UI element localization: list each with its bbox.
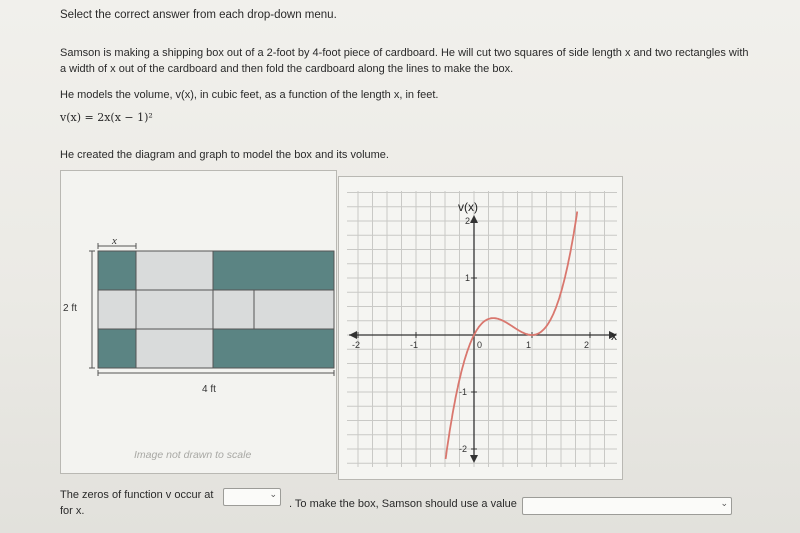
volume-equation: v(x) = 2x(x − 1)²	[60, 111, 153, 124]
y-tick-label: 1	[465, 273, 471, 283]
volume-graph-svg	[339, 177, 624, 481]
x-axis-label: x	[611, 329, 617, 343]
x-tick-label: 2	[584, 340, 590, 350]
bottom-end-panel	[136, 329, 213, 368]
x-tick-label: 1	[526, 340, 532, 350]
instruction-text: Select the correct answer from each drop-down menu.	[60, 9, 337, 21]
lid-panel	[254, 290, 334, 329]
scale-note: Image not drawn to scale	[134, 449, 252, 461]
x-dimension-label: x	[112, 235, 117, 247]
answer-1-text-end: for x.	[60, 505, 85, 517]
y-tick-label: -1	[459, 387, 468, 397]
height-dimension-label: 2 ft	[63, 303, 77, 314]
answer-2-text: . To make the box, Samson should use a value	[289, 498, 517, 510]
cut-rectangle-bottom	[213, 329, 334, 368]
problem-line-1: Samson is making a shipping box out of a 2-foot by 4-foot piece of cardboard. He will cut two squares of side length x and two rectangles with	[60, 47, 749, 59]
width-dimension-label: 4 ft	[202, 384, 216, 395]
x-tick-label: 0	[477, 340, 483, 350]
x-axis-arrow-left	[349, 331, 357, 339]
side-flap-left	[98, 290, 136, 329]
x-tick-label: -1	[410, 340, 419, 350]
y-tick-label: -2	[459, 444, 468, 454]
volume-graph	[338, 176, 623, 480]
y-tick-label: 2	[465, 216, 471, 226]
y-axis-arrow-up	[470, 215, 478, 223]
box-bottom-panel	[136, 290, 213, 329]
top-end-panel	[136, 251, 213, 290]
model-text: He models the volume, v(x), in cubic feet, as a function of the length x, in feet.	[60, 89, 439, 101]
x-tick-label: -2	[352, 340, 361, 350]
end-flap-middle	[213, 290, 254, 329]
cut-rectangle-top	[213, 251, 334, 290]
problem-line-2: a width of x out of the cardboard and then fold the cardboard along the lines to make the box.	[60, 63, 514, 75]
corner-square-bottom-left	[98, 329, 136, 368]
chevron-down-icon: ⌄	[269, 490, 277, 500]
chevron-down-icon: ⌄	[720, 499, 728, 509]
value-dropdown[interactable]	[522, 497, 732, 515]
box-diagram-svg	[61, 171, 338, 475]
box-diagram	[60, 170, 337, 474]
corner-square-top-left	[98, 251, 136, 290]
zeros-dropdown[interactable]	[223, 488, 281, 506]
diagram-intro-text: He created the diagram and graph to model the box and its volume.	[60, 149, 389, 161]
y-axis-arrow-down	[470, 455, 478, 463]
answer-1-text: The zeros of function v occur at	[60, 489, 214, 501]
y-axis-label: v(x)	[458, 200, 478, 214]
